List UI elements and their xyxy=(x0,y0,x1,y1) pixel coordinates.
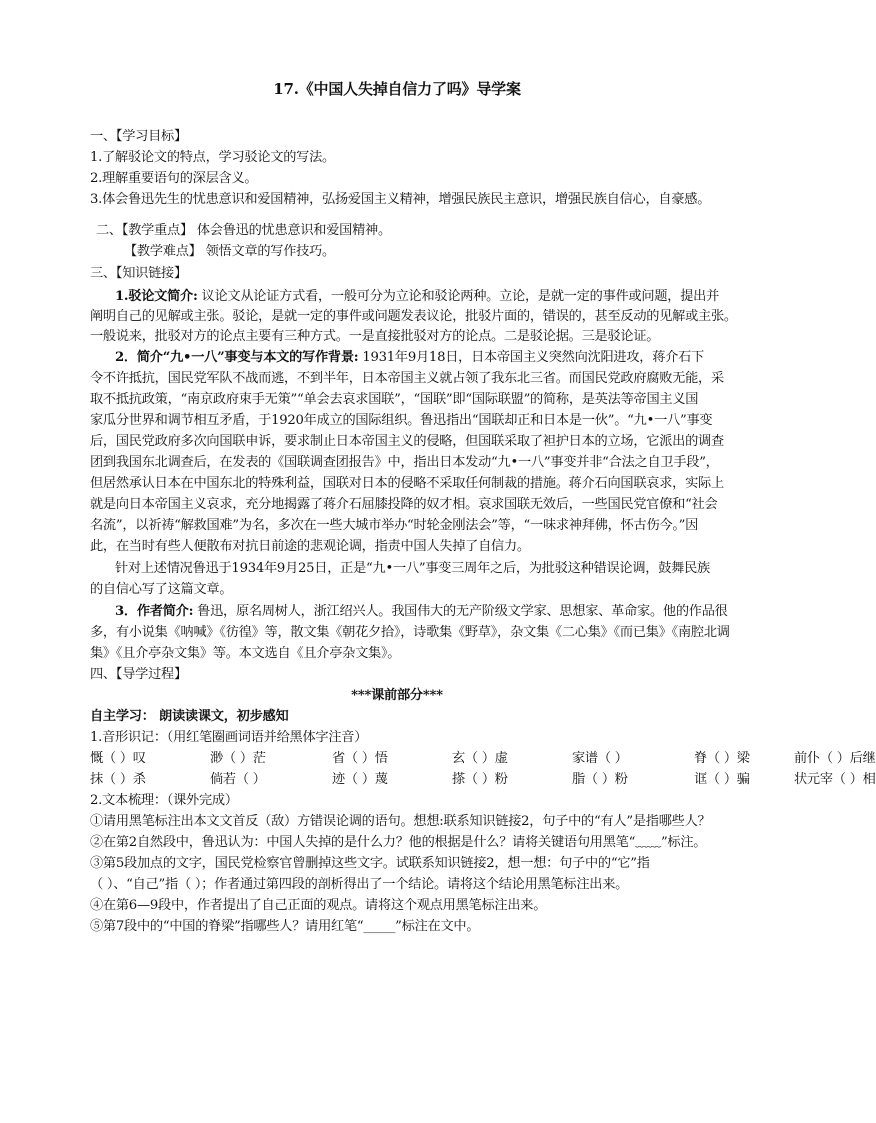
vocab-item: 抹（ ）杀 xyxy=(90,772,146,787)
knowledge-2-line-5: 后，国民党政府多次向国联申诉，要求制止日本帝国主义的侵略，但国联采取了袒护日本的立场，它派出的调查 xyxy=(90,434,724,449)
self-study-heading: 自主学习： xyxy=(90,709,155,724)
goal-2: 2.理解重要语句的深层含义。 xyxy=(90,171,258,186)
vocab-item: 诓（ ）骗 xyxy=(694,772,750,787)
section-key-points: 二、【教学重点】 体会鲁迅的忧患意识和爱国精神。 xyxy=(96,223,391,238)
pre-class-heading: ***课前部分*** xyxy=(351,688,443,703)
task-2-item-4: ④在第6—9段中，作者提出了自己正面的观点。请将这个观点用黑笔标注出来。 xyxy=(90,898,547,913)
knowledge-2-line-2: 令不许抵抗，国民党军队不战而逃，不到半年，日本帝国主义就占领了我东北三省。而国民党政府腐败无能，采 xyxy=(90,371,724,386)
self-study-text: 朗读读课文，初步感知 xyxy=(154,709,289,724)
knowledge-2-line-4: 家瓜分世界和调节相互矛盾，于1920年成立的国际组织。鲁迅指出“国联却正和日本是一伙”。“九•一八”事变 xyxy=(90,413,713,428)
vocab-item: 玄（ ）虚 xyxy=(452,751,508,766)
knowledge-3-line-3: 集》《且介亭杂文集》等。本文选自《且介亭杂文集》。 xyxy=(90,646,401,661)
task-2-item-1: ①请用黑笔标注出本文文首反（敌）方错误论调的语句。想想:联系知识链接2，句子中的“有人”是指哪些人？ xyxy=(90,814,711,829)
vocab-item: 倘若（ ） xyxy=(210,772,266,787)
knowledge-2-line-12: 的自信心写了这篇文章。 xyxy=(90,582,233,597)
knowledge-3-line-1 xyxy=(115,602,780,621)
knowledge-1-line-1 xyxy=(115,287,780,306)
vocab-item: 家谱（ ） xyxy=(572,751,628,766)
section-guided-process: 四、【导学过程】 xyxy=(90,667,187,682)
knowledge-1-heading: 1.驳论文简介: xyxy=(115,289,198,304)
task-2-heading: 2.文本梳理：（课外完成） xyxy=(90,793,238,808)
task-2-item-2: ②在第2自然段中，鲁迅认为：中国人失掉的是什么力？他的根据是什么？请将关键语句用黑笔“﹏﹏”标注。 xyxy=(90,835,707,850)
section-knowledge-links: 三、【知识链接】 xyxy=(90,266,187,281)
task-2-item-3-line-2: （ ）、“自己”指（ ）；作者通过第四段的剖析得出了一个结论。请将这个结论用黑笔标注出来。 xyxy=(90,877,629,892)
knowledge-1-line-3: 一般说来，批驳对方的论点主要有三种方式。一是直接批驳对方的论点。二是驳论据。三是驳论证。 xyxy=(90,329,660,344)
knowledge-2-heading: 2．简介“九•一八”事变与本文的写作背景: xyxy=(115,350,359,365)
vocab-item: 渺（ ）茫 xyxy=(210,751,266,766)
vocab-item: 前仆（ ）后继 xyxy=(794,751,876,766)
section-learning-goals: 一、【学习目标】 xyxy=(90,129,187,144)
goal-3: 3.体会鲁迅先生的忧患意识和爱国精神，弘扬爱国主义精神，增强民族民主意识，增强民族自信心，自豪感。 xyxy=(90,192,711,207)
knowledge-3-line-2: 多，有小说集《呐喊》《彷徨》等，散文集《朝花夕拾》，诗歌集《野草》，杂文集《二心集》《而已集》《南腔北调 xyxy=(90,625,730,640)
knowledge-2-line-1 xyxy=(115,348,780,367)
knowledge-2-line-11: 针对上述情况鲁迅于1934年9月25日，正是“九•一八”事变三周年之后，为批驳这种错误论调，鼓舞民族 xyxy=(115,561,710,576)
knowledge-1-line-2: 阐明自己的见解或主张。驳论，是就一定的事件或问题发表议论，批驳片面的，错误的，甚至反动的见解或主张。 xyxy=(90,309,737,324)
knowledge-2-line-9: 名流”，以祈祷“解救国难”为名，多次在一些大城市举办“时轮金刚法会”等，“一味求神拜佛，怀古伤今。”因 xyxy=(90,518,699,533)
vocab-item: 迹（ ）蔑 xyxy=(332,772,388,787)
task-2-item-5: ⑤第7段中的“中国的脊梁”指哪些人？请用红笔“_____”标注在文中。 xyxy=(90,919,480,934)
knowledge-3-text: 鲁迅，原名周树人，浙江绍兴人。我国伟大的无产阶级文学家、思想家、革命家。他的作品很 xyxy=(193,604,728,619)
knowledge-2-line-3: 取不抵抗政策，“南京政府束手无策”“单会去哀求国联”，“国联”即“国际联盟”的简称，是英法等帝国主义国 xyxy=(90,392,699,407)
document-title: 17.《中国人失掉自信力了吗》导学案 xyxy=(273,80,521,98)
knowledge-2-line-7: 但居然承认日本在中国东北的特殊利益，国联对日本的侵略不采取任何制裁的措施。蒋介石向国联哀求，实际上 xyxy=(90,476,724,491)
vocab-item: 省（ ）悟 xyxy=(332,751,388,766)
knowledge-1-text: 议论文从论证方式看，一般可分为立论和驳论两种。立论，是就一定的事件或问题，提出并 xyxy=(197,289,720,304)
vocab-row-1 xyxy=(90,749,876,768)
vocab-item: 脊（ ）梁 xyxy=(694,751,750,766)
goal-1: 1.了解驳论文的特点，学习驳论文的写法。 xyxy=(90,150,335,165)
knowledge-2-text: 1931年9月18日，日本帝国主义突然向沈阳进攻，蒋介石下 xyxy=(358,350,704,365)
knowledge-2-line-6: 团到我国东北调查后，在发表的《国联调查团报告》中，指出日本发动“九•一八”事变并非“合法之自卫手段”， xyxy=(90,455,719,470)
vocab-item: 搽（ ）粉 xyxy=(452,772,508,787)
knowledge-3-heading: 3．作者简介: xyxy=(115,604,194,619)
vocab-item: 脂（ ）粉 xyxy=(572,772,628,787)
vocab-row-2 xyxy=(90,770,876,789)
self-study-line xyxy=(90,707,780,726)
task-1-heading: 1.音形识记：（用红笔圈画词语并给黑体字注音） xyxy=(90,730,368,745)
knowledge-2-line-8: 就是向日本帝国主义哀求，充分地揭露了蒋介石屈膝投降的奴才相。哀求国联无效后，一些国民党官僚和“社会 xyxy=(90,497,718,512)
vocab-item: 慨（ ）叹 xyxy=(90,751,146,766)
section-difficulties: 【教学难点】 领悟文章的写作技巧。 xyxy=(124,244,335,259)
knowledge-2-line-10: 此，在当时有些人便散布对抗日前途的悲观论调，指责中国人失掉了自信力。 xyxy=(90,539,530,554)
vocab-item: 状元宰（ ）相 xyxy=(794,772,876,787)
task-2-item-3-line-1: ③第5段加点的文字，国民党检察官曾删掉这些文字。试联系知识链接2，想一想：句子中的“它”指 xyxy=(90,856,650,871)
